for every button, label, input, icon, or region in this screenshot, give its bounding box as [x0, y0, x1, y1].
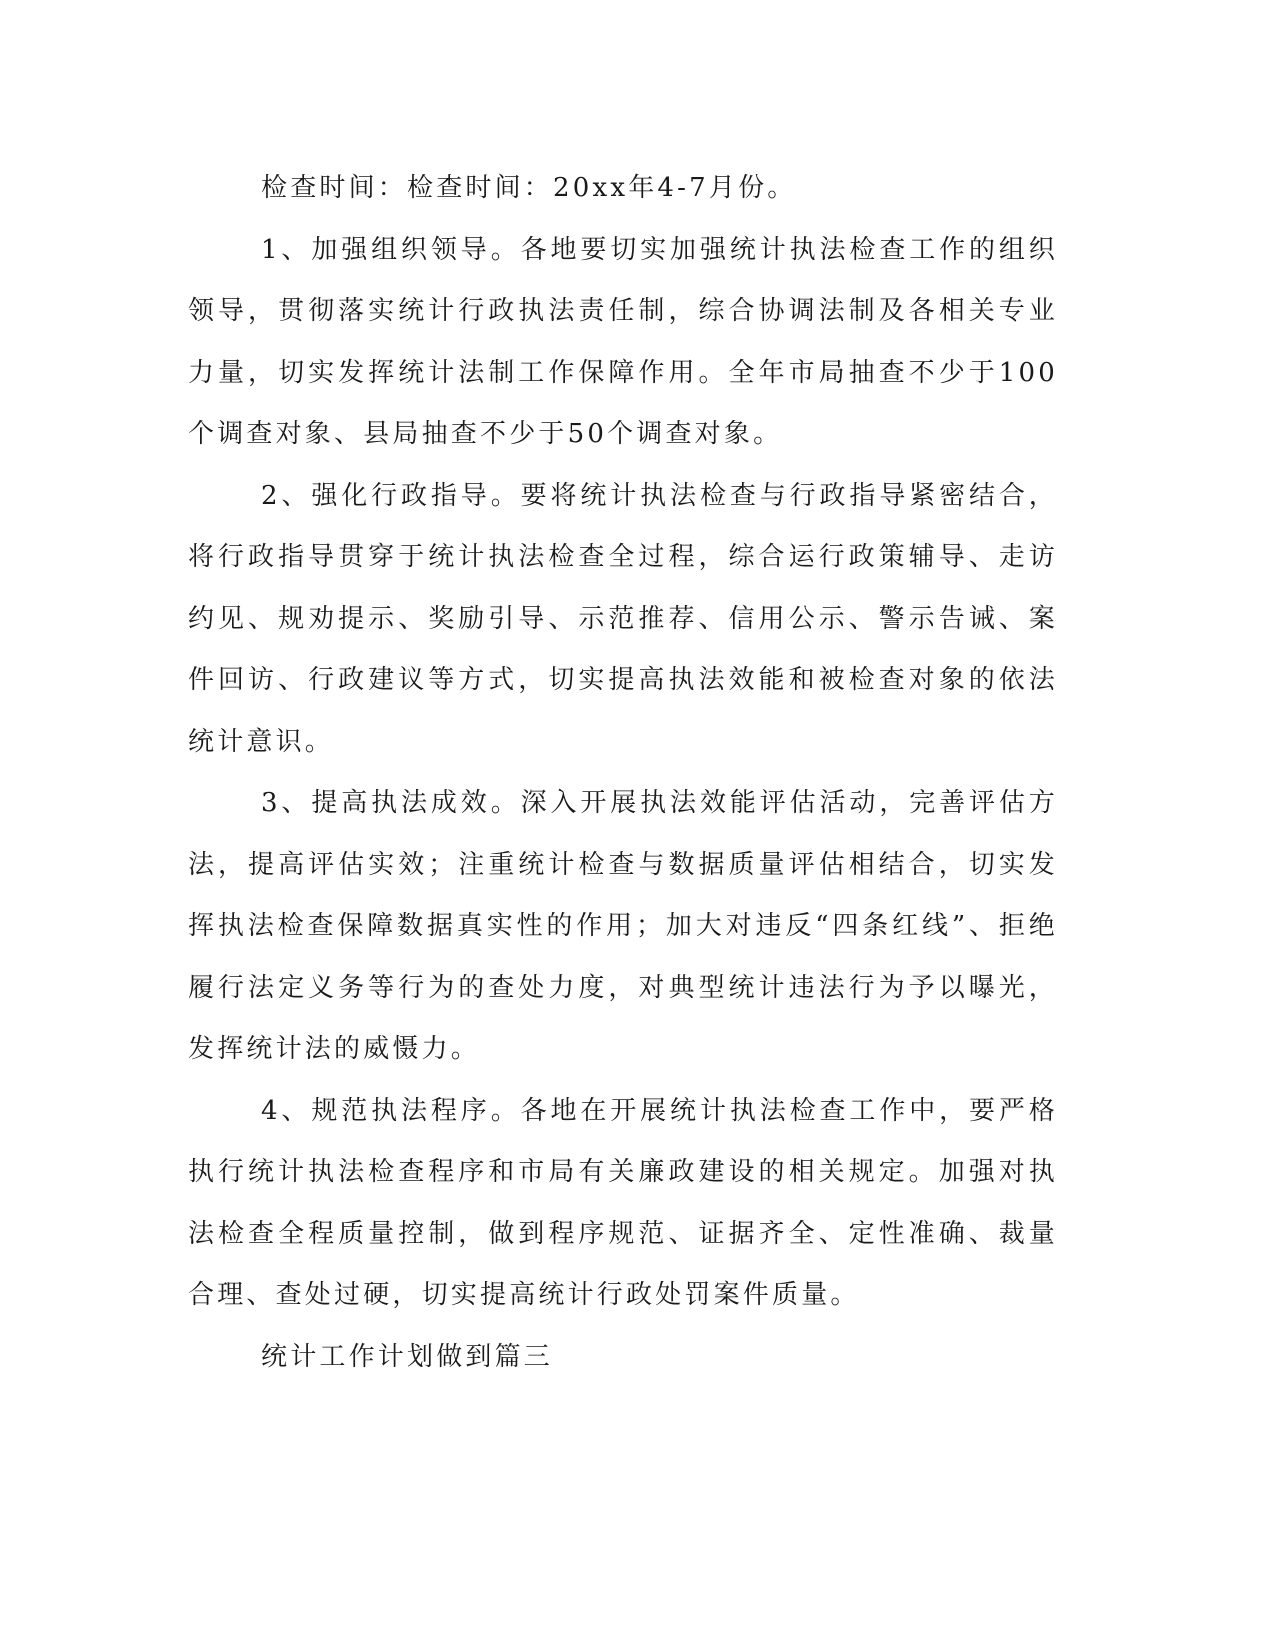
item-3-enforcement-effectiveness: 3、提高执法成效。深入开展执法效能评估活动，完善评估方法，提高评估实效；注重统计检查与数据质量评估相结合，切实发挥执法检查保障数据真实性的作用；加大对违反“四条红线”、拒绝履行法定义务等行为的查处力度，对典型统计违法行为予以曝光，发挥统计法的威慑力。	[188, 788, 1058, 1064]
item-4-enforcement-procedure: 4、规范执法程序。各地在开展统计执法检查工作中，要严格执行统计执法检查程序和市局有关廉政建设的相关规定。加强对执法检查全程质量控制，做到程序规范、证据齐全、定性准确、裁量合理、查处过硬，切实提高统计行政处罚案件质量。	[188, 1095, 1058, 1310]
document-body	[188, 158, 1058, 1388]
inspection-time-line: 检查时间：检查时间：20xx年4-7月份。	[261, 173, 797, 203]
item-2-administrative-guidance: 2、强化行政指导。要将统计执法检查与行政指导紧密结合，将行政指导贯穿于统计执法检查全过程，综合运行政策辅导、走访约见、规劝提示、奖励引导、示范推荐、信用公示、警示告诫、案件回访、行政建议等方式，切实提高执法效能和被检查对象的依法统计意识。	[188, 480, 1058, 757]
section-heading-part-three: 统计工作计划做到篇三	[261, 1341, 554, 1372]
item-1-organization-leadership: 1、加强组织领导。各地要切实加强统计执法检查工作的组织领导，贯彻落实统计行政执法责任制，综合协调法制及各相关专业力量，切实发挥统计法制工作保障作用。全年市局抽查不少于100个调查对象、县局抽查不少于50个调查对象。	[188, 234, 1058, 449]
